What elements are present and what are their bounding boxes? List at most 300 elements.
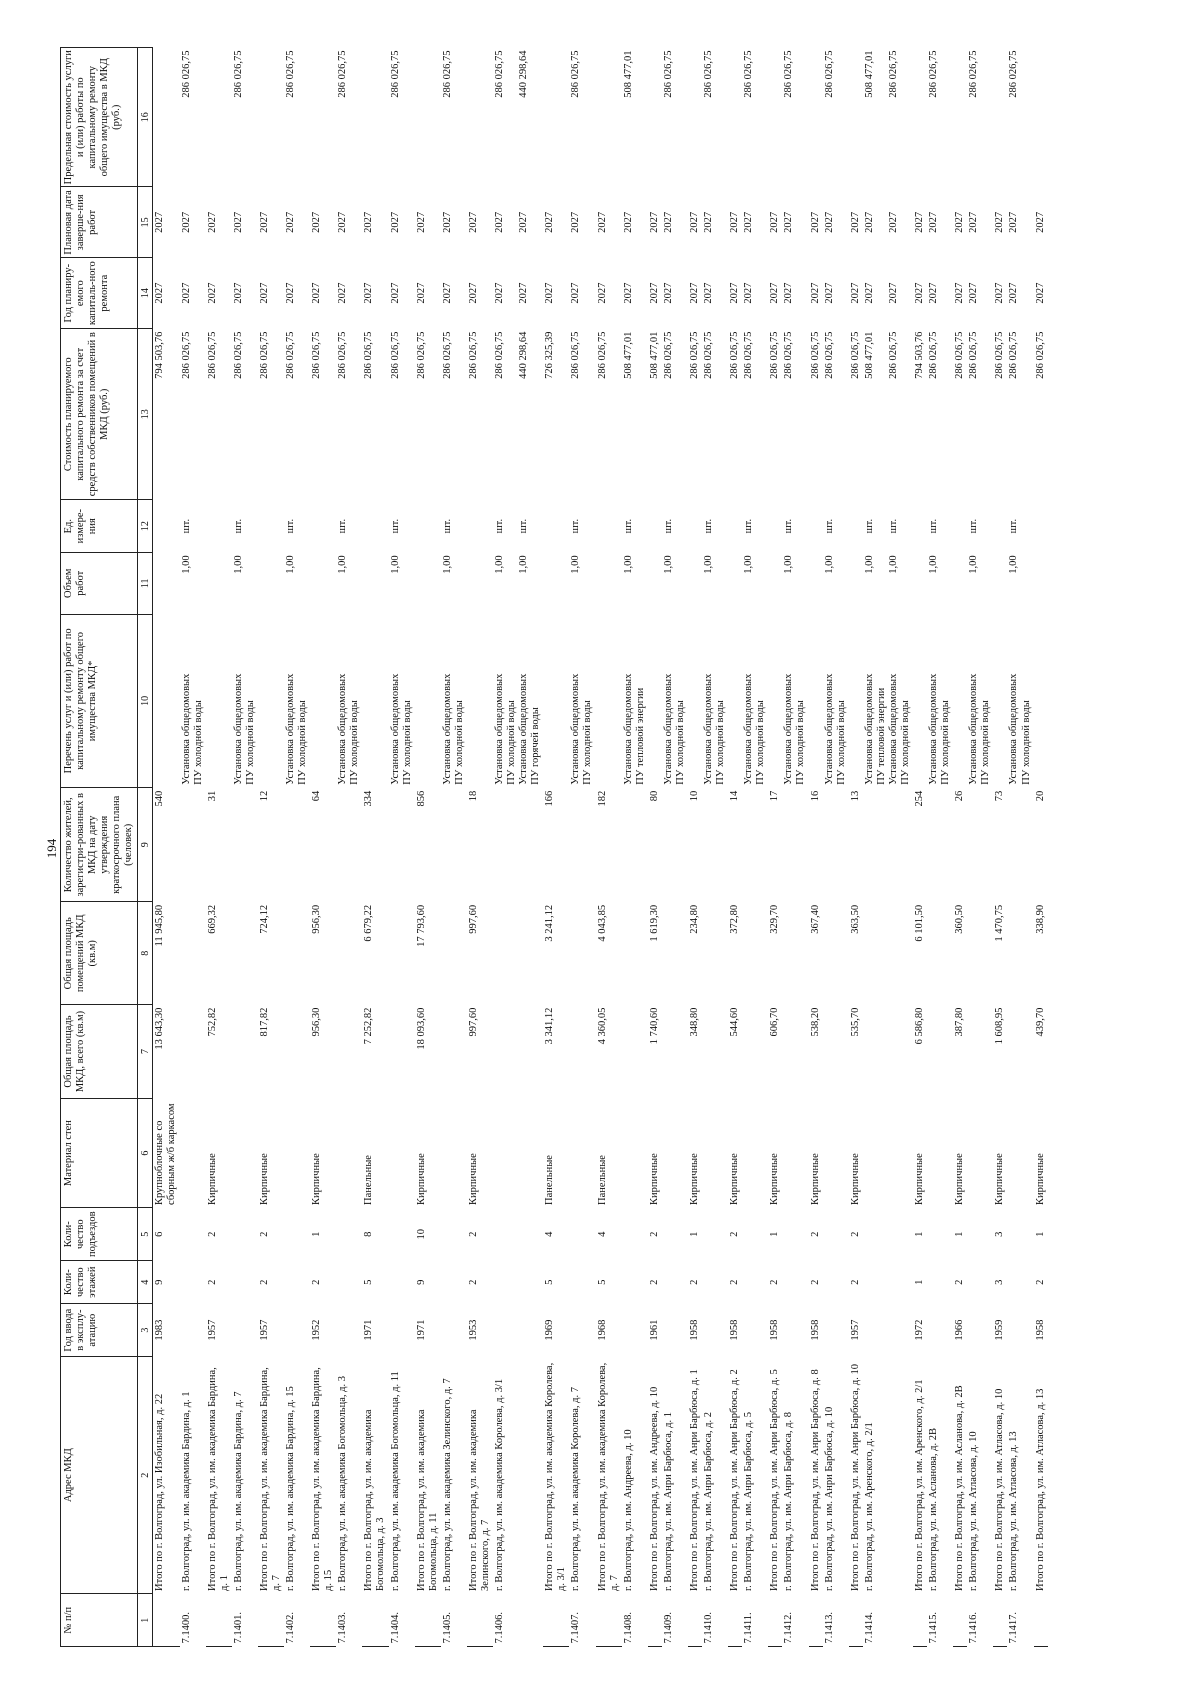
table-cell: Установка общедомовых ПУ холодной воды [968,673,992,785]
table-cell: 1,00 [783,555,795,574]
table-cell [823,1304,849,1357]
table-cell [258,500,284,553]
table-cell: 508 477,01 286 026,75 [863,50,899,98]
table-cell: 1,00 1,00 [863,555,899,574]
table-cell [823,1005,849,1099]
table-cell: 286 026,75 [596,331,608,379]
table-cell [863,1260,913,1303]
table-cell: 7.1412. [783,1612,795,1644]
table-cell: 372,80 [729,904,741,934]
table-cell: Итого по г. Волгоград, ул. им. академика Богомольца, д. 11 [415,1409,439,1591]
table-cell: 7.1404. [389,1612,401,1644]
table-cell: 2027 [823,282,835,304]
table-cell [993,48,1007,187]
table-cell: 2 [467,1231,479,1237]
table-cell [441,788,467,902]
table-cell: г. Волгоград, ул. им. академика Королева, д. 3/1 [494,1378,505,1591]
table-cell: Установка общедомовых ПУ холодной воды [743,673,767,785]
table-cell: 2 [206,1279,218,1285]
table-cell: 9 [154,1279,166,1285]
table-cell [953,552,967,614]
table-cell [742,1005,768,1099]
table-cell [493,1260,543,1303]
table-cell: 286 026,75 [441,50,453,98]
table-cell: Панельные [544,1155,556,1205]
table-cell: 286 026,75 [1008,50,1020,98]
table-cell: 7.1407. [570,1612,582,1644]
table-cell [622,1304,648,1357]
table-cell: 286 026,75 [823,331,835,379]
table-cell: 13 643,30 [154,1007,166,1050]
table-cell: 2027 [769,282,781,304]
table-cell [543,500,569,553]
table-cell [389,1260,415,1303]
table-cell: 2027 [441,211,453,233]
table-cell: 2027 [206,211,218,233]
column-number: 8 [138,902,153,1005]
table-cell [180,1208,206,1261]
table-cell: 1 470,75 [994,904,1006,942]
table-cell: г. Волгоград, ул. им. Анри Барбюса, д. 10 [823,1406,835,1591]
table-cell: 2027 [914,211,925,233]
table-cell [569,1208,595,1261]
table-cell [849,1594,863,1647]
total-row [543,48,569,1647]
table-cell: 166 [544,790,556,807]
table-cell: 6 586,80 [914,1007,925,1045]
table-cell: 2027 [363,211,375,233]
table-cell [768,552,782,614]
table-cell: 1983 [154,1319,166,1341]
table-cell: Итого по г. Волгоград, ул. им. академика Королева, д. 3/1 [544,1362,568,1591]
table-cell: 2027 [389,282,401,304]
table-cell: 338,90 [1034,904,1046,934]
table-cell: 2027 [703,211,714,233]
table-cell: 2 [809,1231,821,1237]
table-cell [742,1098,768,1208]
table-row [493,48,543,1647]
table-cell [849,500,863,553]
table-cell: Итого по г. Волгоград, ул. им. Аренского, д. 2/1 [914,1379,925,1591]
table-cell [206,1594,232,1647]
column-number: 3 [138,1304,153,1357]
table-cell [180,1260,206,1303]
table-cell: 286 026,75 [703,331,714,379]
table-cell: 2027 2027 [494,211,530,233]
table-cell: 286 026,75 440 298,64 [494,50,530,98]
table-cell: 286 026,75 [363,331,375,379]
table-cell [993,552,1007,614]
table-cell [913,500,927,553]
column-number: 4 [138,1260,153,1303]
table-cell: 2027 [648,211,660,233]
table-cell: 286 026,75 [337,50,349,98]
table-cell [648,48,662,187]
table-cell: Итого по г. Волгоград, ул. им. академика Королева, д. 7 [596,1362,620,1591]
table-cell: 2 [849,1279,861,1285]
table-cell: 2027 [363,282,375,304]
table-cell [596,614,622,788]
table-cell [1034,552,1048,614]
table-cell: 508 477,01 [648,331,660,379]
table-cell [389,1304,415,1357]
table-cell: 3 341,12 [544,1007,556,1045]
total-row [953,48,967,1647]
table-cell: 7.1417. [1008,1612,1020,1644]
table-cell: 8 [363,1231,375,1237]
table-cell [823,1208,849,1261]
table-cell: 17 793,60 [415,904,427,947]
table-cell: 2027 [415,282,427,304]
table-cell: шт. [232,518,244,534]
table-cell: 360,50 [954,904,966,934]
table-cell [782,788,808,902]
column-header: Материал стен [61,1098,138,1208]
table-cell [688,1594,702,1647]
table-row [967,48,993,1647]
table-cell: 817,82 [258,1007,270,1037]
table-cell [389,902,415,1005]
table-row [441,48,467,1647]
table-cell: 2027 [622,211,634,233]
table-cell: 286 026,75 [783,50,795,98]
table-cell: 1958 [688,1319,700,1341]
table-cell: г. Волгоград, ул. им. академика Богомольца, д. 11 [389,1371,401,1591]
table-cell: 1 [1034,1231,1046,1237]
table-cell: 1,00 1,00 [494,555,530,574]
table-cell [493,1208,543,1261]
table-cell: 31 [206,790,218,802]
column-header: Общая площадь МКД, всего (кв.м) [61,1005,138,1099]
table-cell: 286 026,75 [1008,331,1020,379]
table-cell: 17 [769,790,781,802]
table-cell [467,552,493,614]
column-header: Предельная стоимость услуги и (или) работы по капитальному ремонту общего имущества в МКД (руб.) [61,48,138,187]
table-cell: 254 [914,790,925,807]
table-cell: 1969 [544,1319,556,1341]
table-cell [688,614,702,788]
column-header: Адрес МКД [61,1356,138,1594]
table-cell: 286 026,75 [783,331,795,379]
table-cell: 2027 [467,211,479,233]
table-cell: 1,00 [285,555,296,574]
table-cell: 1,00 [743,555,755,574]
table-cell [467,48,493,187]
table-cell: 286 026,75 [823,50,835,98]
table-cell [284,1098,310,1208]
table-cell [284,1304,310,1357]
table-cell: 7.1401. [232,1612,244,1644]
table-cell: 2027 [954,211,966,233]
table-cell: 286 026,75 [994,331,1006,379]
table-cell: Кирпичные [206,1153,218,1205]
table-cell: Кирпичные [769,1153,781,1205]
table-cell [913,1594,927,1647]
table-cell: Кирпичные [849,1153,861,1205]
table-cell: 1958 [809,1319,821,1341]
table-cell [284,1260,310,1303]
table-cell [180,1304,206,1357]
total-row [258,48,284,1647]
column-header: Коли-чество подъездов [61,1208,138,1261]
table-cell: Установка общедомовых ПУ холодной воды [285,673,309,785]
table-cell: 6 [154,1231,166,1237]
table-cell [362,500,388,553]
table-cell: 2027 [311,211,323,233]
total-row [913,48,927,1647]
table-cell: 13 [849,790,861,802]
table-cell [232,1005,258,1099]
table-cell [596,48,622,187]
table-cell [768,500,782,553]
table-cell [467,614,493,788]
table-cell: 508 477,01 [622,331,634,379]
table-cell [702,1304,728,1357]
table-cell [688,48,702,187]
table-cell [742,1260,768,1303]
table-cell [648,500,662,553]
table-cell [232,788,258,902]
table-cell: 387,80 [954,1007,966,1037]
column-header: Год ввода в эксплу-атацию [61,1304,138,1357]
table-cell [1034,614,1048,788]
table-cell [809,500,823,553]
table-cell: 2027 [743,282,755,304]
table-cell: шт. [570,518,582,534]
table-cell [543,614,569,788]
table-cell: 2 [258,1231,270,1237]
table-cell: 1 [914,1231,925,1237]
table-cell: 2027 [154,211,166,233]
table-cell: Кирпичные [467,1153,479,1205]
table-cell: 286 026,75 [1034,331,1046,379]
total-row [415,48,441,1647]
table-cell [569,1260,595,1303]
table-cell: шт. шт. [863,518,899,534]
table-cell: 1 740,60 [648,1007,660,1045]
table-cell [258,1594,284,1647]
table-cell [232,902,258,1005]
total-row [1034,48,1048,1647]
table-cell [336,1005,362,1099]
table-cell: 234,80 [688,904,700,934]
table-cell [913,48,927,187]
table-cell: Кирпичные [311,1153,323,1205]
table-cell: 286 026,75 [258,331,270,379]
table-cell: 4 043,85 [596,904,608,942]
table-cell: 7.1403. [337,1612,349,1644]
table-cell: 1966 [954,1319,966,1341]
table-cell: 286 026,75 [441,331,453,379]
table-cell: 2027 [968,211,980,233]
table-cell [441,1208,467,1261]
table-cell: 286 026,75 [467,331,479,379]
total-row [153,48,180,1647]
table-cell [953,500,967,553]
table-cell [768,614,782,788]
table-cell: 7.1402. [285,1612,296,1644]
table-cell: 2027 [570,282,582,304]
table-cell: 2027 [849,211,861,233]
table-cell [415,552,441,614]
table-cell [728,614,742,788]
table-cell [362,1594,388,1647]
table-cell: 1959 [994,1319,1006,1341]
table-cell: 1,00 [232,555,244,574]
table-cell [310,1594,336,1647]
table-cell [849,48,863,187]
table-cell: 286 026,75 [968,331,980,379]
table-cell: 5 [596,1279,608,1285]
column-number: 15 [138,187,153,258]
table-cell: Установка общедомовых ПУ холодной воды [180,673,204,785]
table-cell: 606,70 [769,1007,781,1037]
table-cell: 11 945,80 [154,904,166,947]
table-cell [967,1260,993,1303]
table-cell [662,902,688,1005]
table-cell: г. Волгоград, ул. им. Анри Барбюса, д. 8 [783,1411,795,1591]
table-cell: шт. [441,518,453,534]
table-cell [823,902,849,1005]
table-row [742,48,768,1647]
table-cell: 1,00 [441,555,453,574]
table-cell [742,1208,768,1261]
table-cell [728,500,742,553]
table-cell: 1 [769,1231,781,1237]
table-cell: 7 252,82 [363,1007,375,1045]
table-cell [389,788,415,902]
table-row [702,48,728,1647]
table-cell [782,1098,808,1208]
table-cell [389,1005,415,1099]
total-row [648,48,662,1647]
table-cell [648,552,662,614]
table-cell: 16 [809,790,821,802]
table-cell: 286 026,75 [703,50,714,98]
table-cell: 286 026,75 [232,50,244,98]
table-cell: 2027 [703,282,714,304]
table-cell: 286 026,75 [743,331,755,379]
table-cell [180,788,206,902]
table-cell: 2027 [285,211,296,233]
column-number: 10 [138,614,153,788]
table-cell: 669,32 [206,904,218,934]
table-cell [153,614,180,788]
table-cell: 286 026,75 [337,331,349,379]
table-cell [967,902,993,1005]
table-cell: шт. [823,518,835,534]
table-cell [362,552,388,614]
table-cell: шт. [968,518,980,534]
table-cell [622,788,648,902]
table-cell [441,902,467,1005]
table-cell: шт. [337,518,349,534]
table-cell [927,1208,953,1261]
table-cell: 2027 [968,282,980,304]
total-row [310,48,336,1647]
table-cell: 2 [954,1279,966,1285]
table-cell: шт. [662,518,674,534]
table-cell: шт. [928,518,940,534]
table-cell: 1957 [206,1319,218,1341]
table-cell [728,1594,742,1647]
table-cell: 1957 [258,1319,270,1341]
table-cell: 1,00 [703,555,714,574]
table-cell [702,788,728,902]
table-cell [967,788,993,902]
table-cell: шт. [1008,518,1020,534]
column-number: 1 [138,1594,153,1647]
table-cell [622,1260,648,1303]
table-cell [336,902,362,1005]
table-cell: 2027 [809,282,821,304]
table-cell: 286 026,75 [662,331,674,379]
table-cell: Итого по г. Волгоград, ул. им. Анри Барбюса, д. 1 [688,1369,700,1591]
table-cell: 2027 [232,282,244,304]
table-cell: 7.1414. [863,1612,875,1644]
table-cell [863,1304,913,1357]
table-cell [1034,1594,1048,1647]
table-cell: 2027 [1008,211,1020,233]
column-number: 11 [138,552,153,614]
table-cell: 5 [544,1279,556,1285]
table-cell [180,1098,206,1208]
table-row [863,48,913,1647]
table-cell: 2027 [729,211,741,233]
table-cell: 334 [363,790,375,807]
table-cell: Итого по г. Волгоград, ул. им. академика Бардина, д. 15 [311,1367,335,1591]
table-cell: 3 [994,1279,1006,1285]
table-cell: г. Волгоград, ул. им. Анри Барбюса, д. 1 [662,1411,674,1591]
column-number: 2 [138,1356,153,1594]
table-cell [688,500,702,553]
table-body [153,48,1048,1647]
table-cell [467,500,493,553]
table-cell [927,1005,953,1099]
table-cell: 2 [206,1231,218,1237]
table-cell [362,48,388,187]
table-cell [153,500,180,553]
table-cell: 1 608,95 [994,1007,1006,1045]
column-number: 12 [138,500,153,553]
table-cell [415,614,441,788]
table-cell: 2027 [441,282,453,304]
table-cell: 286 026,75 [206,331,218,379]
table-cell [782,902,808,1005]
table-cell: Установка общедомовых ПУ холодной воды [783,673,807,785]
table-cell: 2027 [783,282,795,304]
table-cell: 9 [415,1279,427,1285]
table-cell: 794 503,76 [154,331,166,379]
table-cell [153,48,180,187]
table-cell: Итого по г. Волгоград, ул. Изобильная, д. 22 [154,1393,166,1591]
table-cell: Итого по г. Волгоград, ул. им. академика Богомольца, д. 3 [363,1409,387,1591]
table-cell: шт. [622,518,634,534]
table-cell [863,1098,913,1208]
table-cell [206,552,232,614]
table-row [180,48,206,1647]
table-cell: 538,20 [809,1007,821,1037]
table-cell [569,788,595,902]
table-cell: 2027 [954,282,966,304]
table-cell: 348,80 [688,1007,700,1037]
table-cell [849,552,863,614]
table-cell [596,1594,622,1647]
table-cell: 724,12 [258,904,270,934]
table-cell [389,1208,415,1261]
table-cell: 508 477,01 286 026,75 [863,331,899,379]
table-cell [662,1208,688,1261]
